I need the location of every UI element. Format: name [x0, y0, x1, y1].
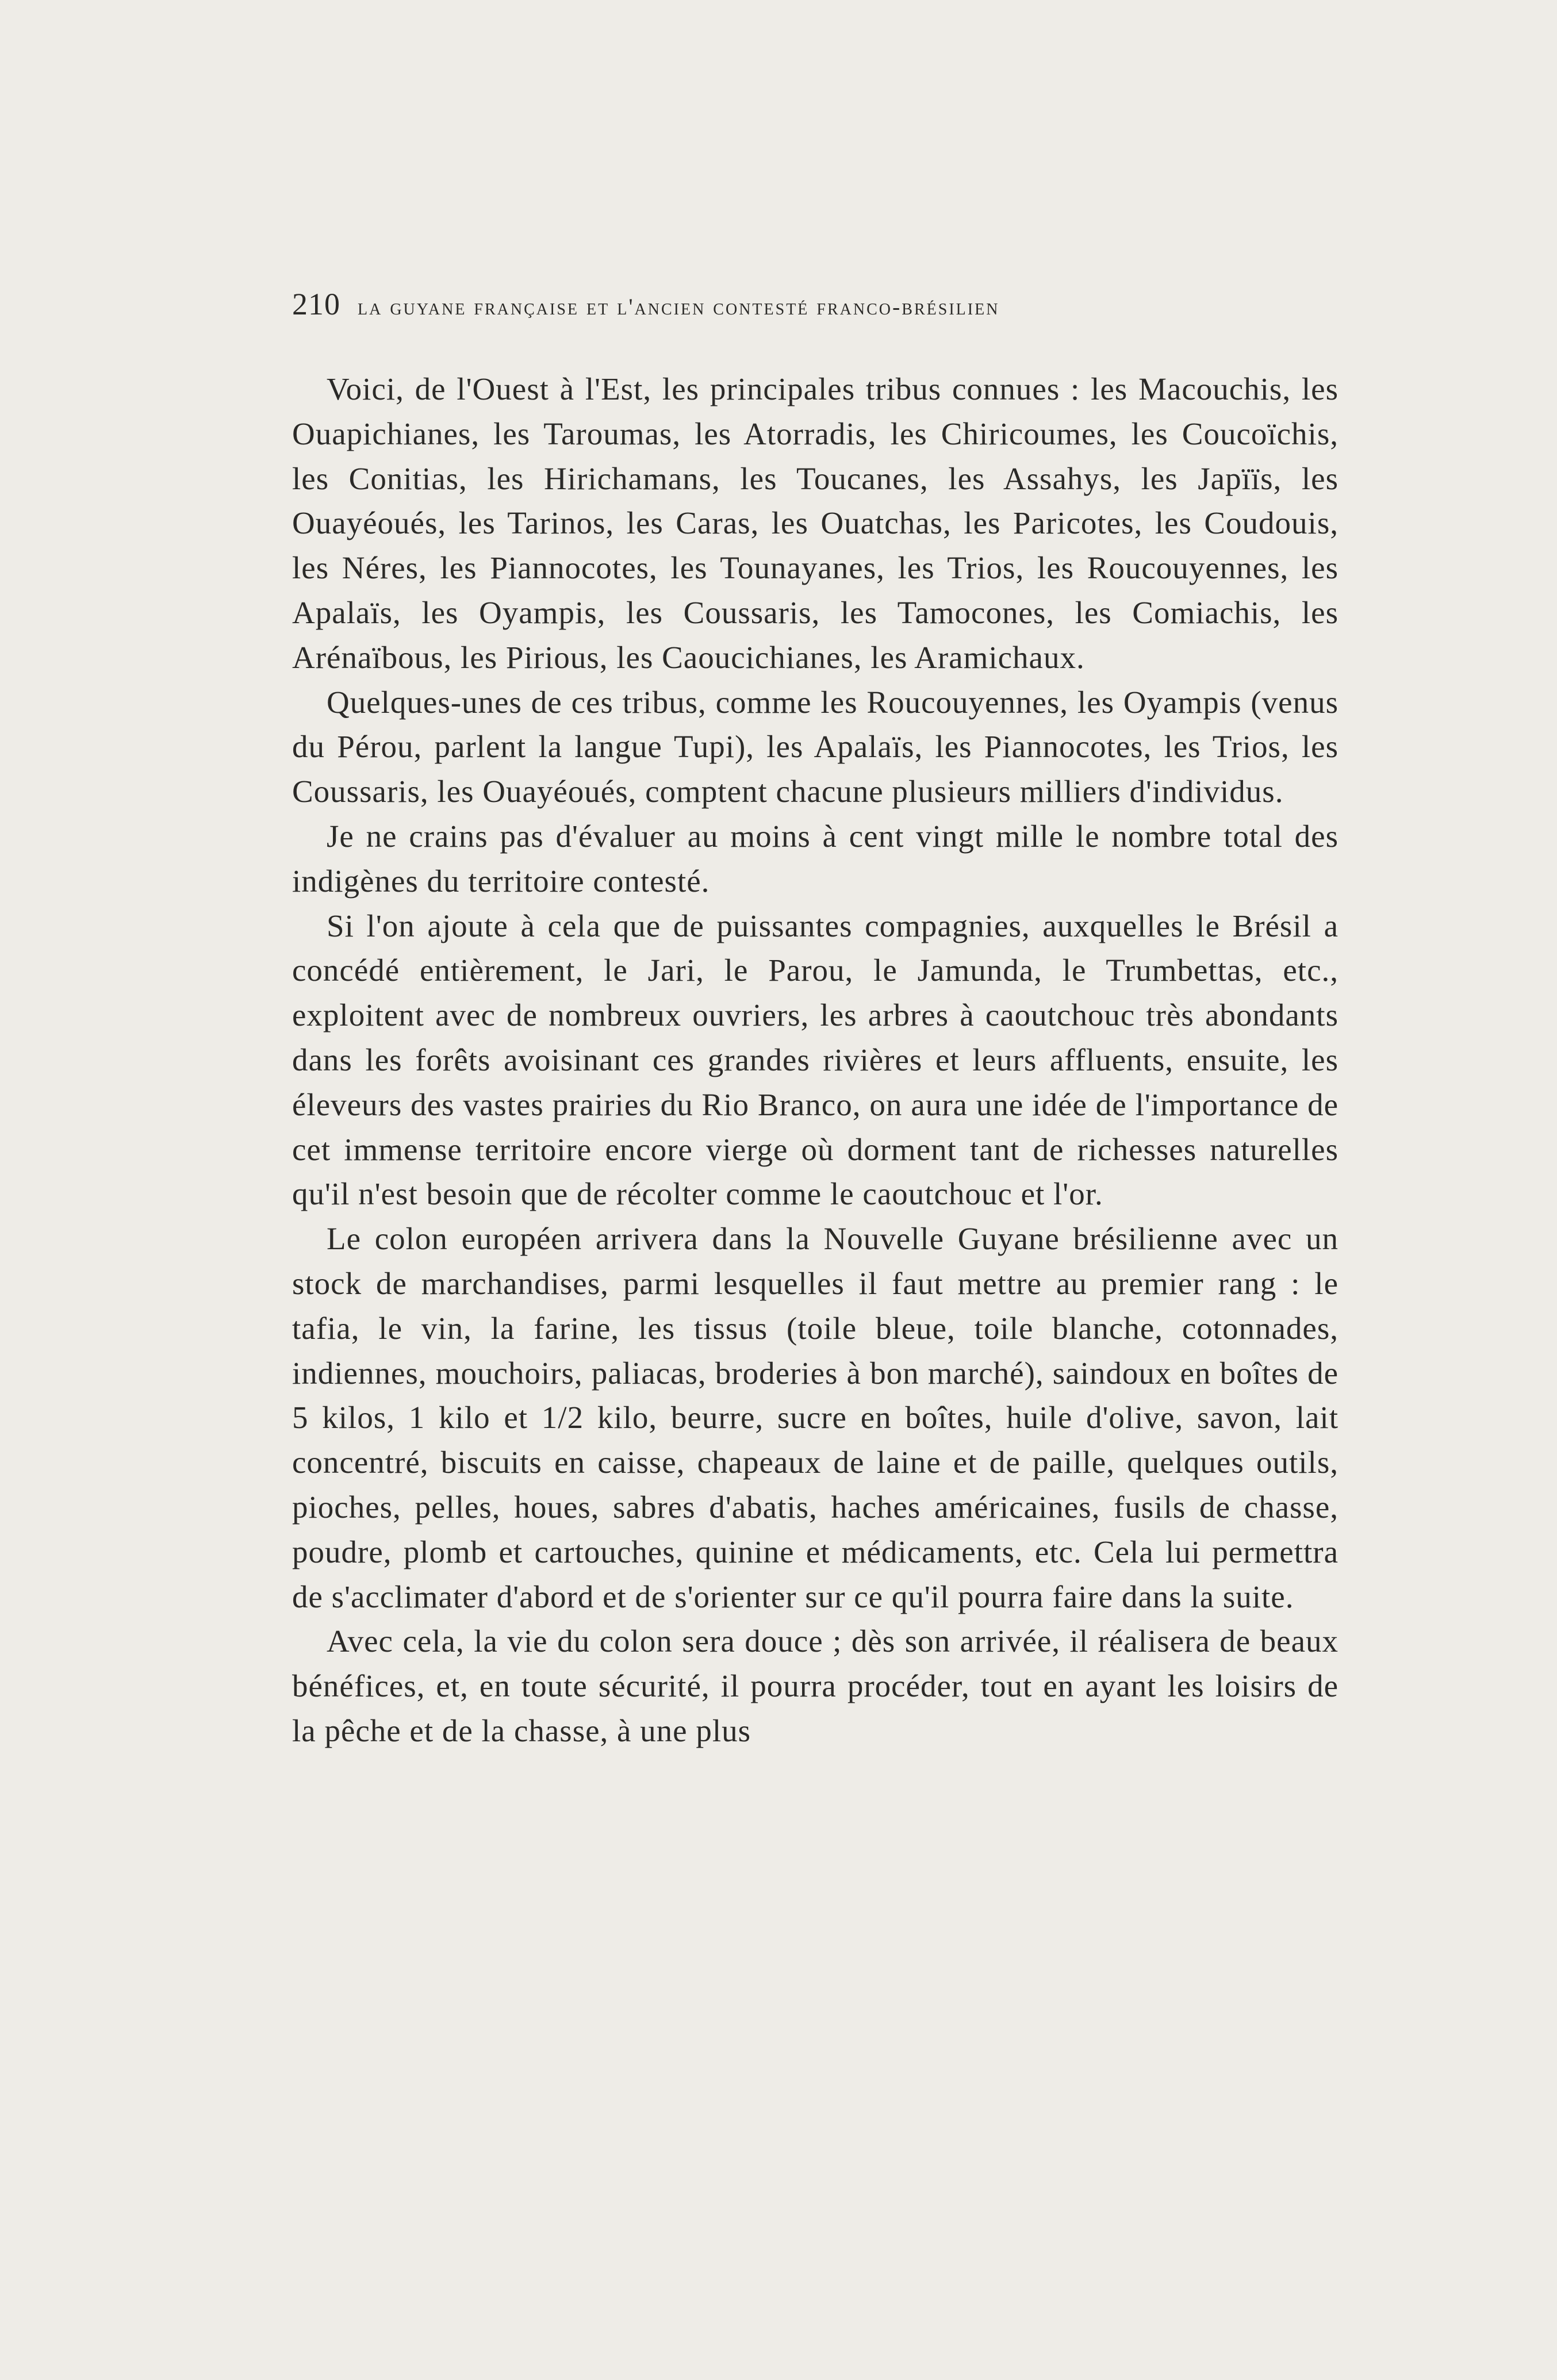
paragraph: Voici, de l'Ouest à l'Est, les principales tribus connues : les Macouchis, les Ouapichianes, les Taroumas, les Atorradis, les Chiricoumes, les Coucoïchis, les Conitias, les Hirichamans, les Toucanes, les Assahys, les Japïïs, les Ouayéoués, les Tarinos, les Caras, les Ouatchas, les Paricotes, les Coudouis, les Néres, les Piannocotes, les Tounayanes, les Trios, les Roucouyennes, les Apalaïs, les Oyampis, les Coussaris, les Tamocones, les Comiachis, les Arénaïbous, les Pirious, les Caoucichianes, les Aramichaux.	[292, 371, 1339, 675]
paragraph: Si l'on ajoute à cela que de puissantes compagnies, auxquelles le Brésil a concédé entièrement, le Jari, le Parou, le Jamunda, le Trumbettas, etc., exploitent avec de nombreux ouvriers, les arbres à caoutchouc très abondants dans les forêts avoisinant ces grandes rivières et leurs affluents, ensuite, les éleveurs des vastes prairies du Rio Branco, on aura une idée de l'importance de cet immense territoire encore vierge où dorment tant de richesses naturelles qu'il n'est besoin que de récolter comme le caoutchouc et l'or.	[292, 908, 1339, 1212]
paragraph: Quelques-unes de ces tribus, comme les Roucouyennes, les Oyampis (venus du Pérou, parlent la langue Tupi), les Apalaïs, les Piannocotes, les Trios, les Coussaris, les Ouayéoués, comptent chacune plusieurs milliers d'individus.	[292, 684, 1339, 809]
running-title: la guyane française et l'ancien contesté franco-brésilien	[358, 294, 1000, 320]
paragraph: Avec cela, la vie du colon sera douce ; dès son arrivée, il réalisera de beaux bénéfices, et, en toute sécurité, il pourra procéder, tout en ayant les loisirs de la pêche et de la chasse, à une plus	[292, 1623, 1339, 1748]
paragraph: Le colon européen arrivera dans la Nouvelle Guyane brésilienne avec un stock de marchandises, parmi lesquelles il faut mettre au premier rang : le tafia, le vin, la farine, les tissus (toile bleue, toile blanche, cotonnades, indiennes, mouchoirs, paliacas, broderies à bon marché), saindoux en boîtes de 5 kilos, 1 kilo et 1/2 kilo, beurre, sucre en boîtes, huile d'olive, savon, lait concentré, biscuits en caisse, chapeaux de laine et de paille, quelques outils, pioches, pelles, houes, sabres d'abatis, haches américaines, fusils de chasse, poudre, plomb et cartouches, quinine et médicaments, etc. Cela lui permettra de s'acclimater d'abord et de s'orienter sur ce qu'il pourra faire dans la suite.	[292, 1221, 1339, 1614]
running-header	[292, 286, 1270, 322]
body-text	[292, 367, 1339, 1753]
page-number: 210	[292, 287, 340, 321]
paragraph: Je ne crains pas d'évaluer au moins à cent vingt mille le nombre total des indigènes du territoire contesté.	[292, 818, 1339, 899]
